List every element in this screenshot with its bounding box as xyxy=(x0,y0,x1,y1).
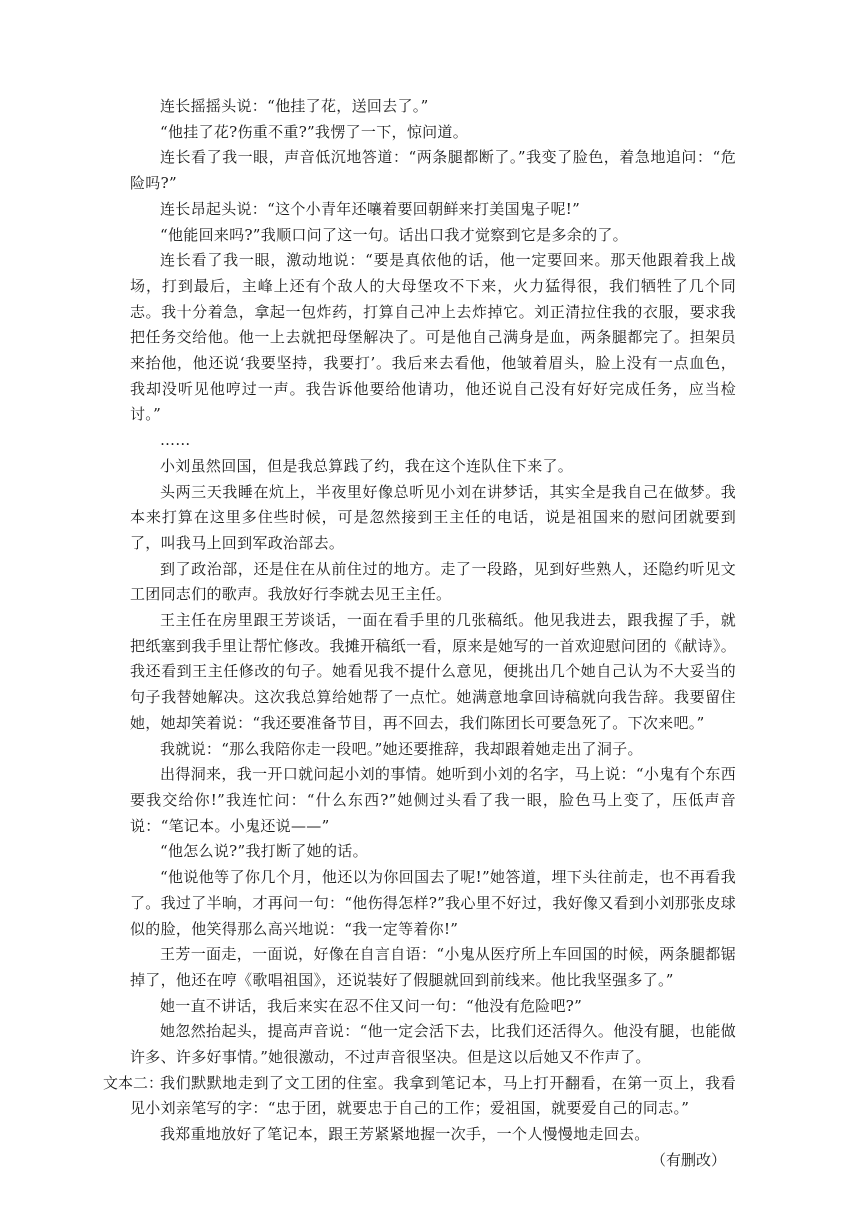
revision-note: （有删改） xyxy=(650,1150,726,1169)
paragraph: 她忽然抬起头，提高声音说：“他一定会活下去，比我们还活得久。他没有腿，也能做许多、许多好事情。”她很激动，不过声音很坚决。但是这以后她又不作声了。 xyxy=(130,1022,736,1067)
paragraph: “他说他等了你几个月，他还以为你回国去了呢!”她答道，埋下头往前走，也不再看我了。我过了半晌，才再问一句：“他伤得怎样?”我心里不好过，我好像又看到小刘那张皮球似的脸，他笑得那么高兴地说：“我一定等着你!” xyxy=(130,868,736,938)
ellipsis-paragraph: …… xyxy=(160,431,191,450)
paragraph: 头两三天我睡在炕上，半夜里好像总听见小刘在讲梦话，其实全是我自己在做梦。我本来打算在这里多住些时候，可是忽然接到王主任的电话，说是祖国来的慰问团就要到了，叫我马上回到军政治部去。 xyxy=(130,482,736,552)
paragraph: 连长摇摇头说：“他挂了花，送回去了。” xyxy=(160,97,429,115)
paragraph: 连长看了我一眼，激动地说：“要是真依他的话，他一定要回来。那天他跟着我上战场，打到最后，主峰上还有个敌人的大母堡攻不下来，火力猛得很，我们牺牲了几个同志。我十分着急，拿起一包炸药，打算自己冲上去炸掉它。刘正清拉住我的衣服，要求我把任务交给他。他一上去就把母堡解决了。可是他自己满身是血，两条腿都完了。担架员来抬他，他还说‘我要坚持，我要打’。我后来去看他，他皱着眉头，脸上没有一点血色，我却没听见他哼过一声。我告诉他要给他请功，他还说自己没有好好完成任务，应当检讨。” xyxy=(130,251,736,424)
paragraph: “他挂了花?伤重不重?”我愣了一下，惊问道。 xyxy=(160,122,469,141)
paragraph: 王芳一面走，一面说，好像在自言自语：“小鬼从医疗所上车回国的时候，两条腿都锯掉了，他还在哼《歌唱祖国》，还说装好了假腿就回到前线来。他比我坚强多了。” xyxy=(130,945,736,989)
paragraph: “他能回来吗?”我顺口问了这一句。话出口我才觉察到它是多余的了。 xyxy=(160,225,628,244)
paragraph: 她一直不讲话，我后来实在忍不住又问一句：“他没有危险吧?” xyxy=(160,996,583,1015)
article-body xyxy=(130,94,736,1174)
paragraph: 出得洞来，我一开口就问起小刘的事情。她听到小刘的名字，马上说：“小鬼有个东西要我交给你!”我连忙问：“什么东西?”她侧过头看了我一眼，脸色马上变了，压低声音说：“笔记本。小鬼还说——” xyxy=(130,765,736,835)
paragraph: 我就说：“那么我陪你走一段吧。”她还要推辞，我却跟着她走出了洞子。 xyxy=(160,739,643,758)
paragraph: “他怎么说?”我打断了她的话。 xyxy=(160,842,368,861)
paragraph: 到了政治部，还是住在从前住过的地方。走了一段路，见到好些熟人，还隐约听见文工团同志们的歌声。我放好行李就去见王主任。 xyxy=(130,559,736,604)
paragraph: 连长看了我一眼，声音低沉地答道：“两条腿都断了。”我变了脸色，着急地追问：“危险吗?” xyxy=(130,148,736,193)
paragraph: 我郑重地放好了笔记本，跟王芳紧紧地握一次手，一个人慢慢地走回去。 xyxy=(160,1125,650,1144)
paragraph: 连长昂起头说：“这个小青年还嚷着要回朝鲜来打美国鬼子呢!” xyxy=(160,199,581,218)
section-label: 文本二： xyxy=(103,1074,164,1092)
paragraph: 王主任在房里跟王芳谈话，一面在看手里的几张稿纸。他见我进去，跟我握了手，就把纸塞到我手里让帮忙修改。我摊开稿纸一看，原来是她写的一首欢迎慰问团的《献诗》。我还看到王主任修改的句子。她看见我不提什么意见，便挑出几个她自己认为不大妥当的句子我替她解决。这次我总算给她帮了一点忙。她满意地拿回诗稿就向我告辞。我要留住她，她却笑着说：“我还要准备节目，再不回去，我们陈团长可要急死了。下次来吧。” xyxy=(130,611,736,732)
paragraph: 小刘虽然回国，但是我总算践了约，我在这个连队住下来了。 xyxy=(160,456,574,475)
paragraph: 我们默默地走到了文工团的住室。我拿到笔记本，马上打开翻看，在第一页上，我看见小刘亲笔写的字：“忠于团，就要忠于自己的工作；爱祖国，就要爱自己的同志。” xyxy=(130,1073,736,1118)
